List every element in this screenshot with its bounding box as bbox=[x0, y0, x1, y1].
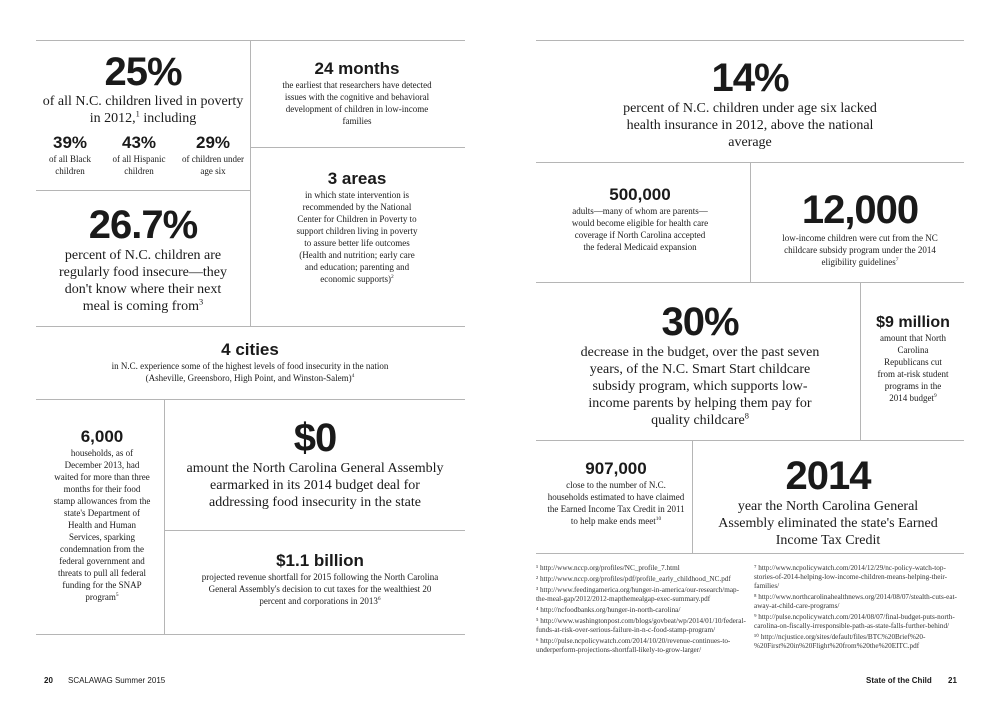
stat-description: amount the North Carolina General Assembly earmarked in its 2014 budget deal for addressing food insecurity in the state bbox=[186, 461, 444, 510]
divider bbox=[36, 634, 465, 635]
divider bbox=[536, 282, 964, 283]
divider bbox=[36, 399, 465, 400]
stat-value: $0 bbox=[293, 416, 337, 460]
stat-description: year the North Carolina General Assembly eliminated the state's Earned Income Tax Credit bbox=[718, 499, 938, 548]
divider bbox=[536, 440, 964, 441]
stat-value: 26.7% bbox=[88, 203, 198, 247]
substat-hispanic bbox=[106, 134, 172, 177]
divider bbox=[164, 399, 165, 634]
stat-3-areas bbox=[292, 170, 422, 285]
stat-12000-children bbox=[770, 190, 950, 268]
stat-description: of all N.C. children lived in poverty in 2012,$^1$ including bbox=[42, 94, 244, 126]
divider bbox=[692, 440, 693, 553]
stat-9-million bbox=[866, 314, 960, 404]
stat-value: 2014 bbox=[785, 454, 871, 498]
section-title: State of the Child bbox=[866, 676, 932, 685]
stat-description: the earliest that researchers have detected issues with the cognitive and behavioral development of children in low-income families bbox=[282, 79, 432, 126]
stat-6000-households bbox=[42, 428, 162, 603]
stat-description: households, as of December 2013, had waited for more than three months for their food stamp allowances from the state's Department of Health and Human Services, sparking condemnation from the federal government and threats to pull all federal funding for the SNAP program$^5$ bbox=[53, 447, 151, 602]
page-number-left: 20 bbox=[44, 676, 53, 685]
stat-description: low-income children were cut from the NC childcare subsidy program under the 2014 eligibility guidelines$^7$ bbox=[782, 233, 938, 267]
substat-under-six bbox=[180, 134, 246, 177]
stat-value: $1.1 billion bbox=[276, 551, 364, 570]
stat-uninsured bbox=[600, 58, 900, 151]
footnote: ² http://www.nccp.org/profiles/pdf/profile_early_childhood_NC.pdf bbox=[536, 575, 731, 583]
divider bbox=[536, 40, 964, 41]
stat-description: in N.C. experience some of the highest levels of food insecurity in the nation (Asheville, Greensboro, High Point, and Winston-Salem)$^4$ bbox=[111, 360, 389, 383]
stat-description: adults—many of whom are parents—would become eligible for health care coverage if North Carolina accepted the federal Medicaid expansion bbox=[571, 205, 709, 252]
stat-value: 29% bbox=[195, 133, 231, 152]
stat-500000-adults bbox=[570, 186, 710, 253]
stat-description: of all Black children bbox=[49, 153, 91, 176]
stat-value: $9 million bbox=[876, 314, 950, 331]
stat-value: 24 months bbox=[314, 59, 400, 78]
stat-value: 4 cities bbox=[221, 340, 279, 359]
stat-description: close to the number of N.C. households estimated to have claimed the Earned Income Tax Credit in 2011 to help make ends meet$^{10}$ bbox=[547, 479, 685, 526]
stat-value: 43% bbox=[121, 133, 157, 152]
footnote: ⁵ http://www.washingtonpost.com/blogs/govbeat/wp/2014/01/10/federal-funds-at-risk-over-serious-failure-in-n-c-food-stamp-program/ bbox=[536, 617, 746, 634]
stat-4-cities bbox=[100, 341, 400, 384]
footnote: ¹⁰ http://ncjustice.org/sites/default/files/BTC%20Brief%20-%20First%20in%20Flight%20from%20the%20EITC.pdf bbox=[754, 633, 926, 650]
footnote: ⁸ http://www.northcarolinahealthnews.org/2014/08/07/stealth-cuts-eat-away-at-child-care-programs/ bbox=[754, 593, 957, 610]
divider bbox=[164, 530, 465, 531]
stat-value: 39% bbox=[52, 133, 88, 152]
page-number-right: 21 bbox=[948, 676, 957, 685]
stat-zero-dollars bbox=[180, 418, 450, 511]
stat-value: 6,000 bbox=[80, 427, 124, 446]
stat-description: amount that North Carolina Republicans cut from at-risk student programs in the 2014 budget$^9$ bbox=[877, 332, 949, 403]
divider bbox=[36, 190, 250, 191]
stat-value: 3 areas bbox=[327, 169, 387, 188]
stat-value: 14% bbox=[711, 56, 789, 100]
stat-revenue-shortfall bbox=[200, 552, 440, 607]
stat-value: 30% bbox=[661, 300, 739, 344]
stat-food-insecure bbox=[36, 205, 250, 315]
stat-value: 25% bbox=[104, 50, 182, 94]
footnote: ⁷ http://www.ncpolicywatch.com/2014/12/29/nc-policy-watch-top-stories-of-2014-helping-low-income-children-means-helping-their-families/ bbox=[754, 564, 948, 590]
footnote: ⁹ http://pulse.ncpolicywatch.com/2014/08/07/final-budget-puts-north-carolina-on-fiscally-irresponsible-path-as-state-falls-further-behind/ bbox=[754, 613, 955, 630]
stat-value: 500,000 bbox=[609, 185, 671, 204]
stat-description: of children under age six bbox=[182, 153, 244, 176]
footnote: ⁴ http://ncfoodbanks.org/hunger-in-north-carolina/ bbox=[536, 606, 681, 614]
divider bbox=[250, 147, 465, 148]
stat-child-poverty bbox=[36, 52, 250, 127]
stat-907000-households bbox=[546, 460, 686, 527]
footnote: ¹ http://www.nccp.org/profiles/NC_profile_7.html bbox=[536, 564, 680, 572]
stat-description: percent of N.C. children under age six lacked health insurance in 2012, above the national average bbox=[623, 101, 877, 150]
divider bbox=[750, 162, 751, 282]
stat-value: 12,000 bbox=[801, 188, 919, 232]
stat-value: 907,000 bbox=[585, 459, 647, 478]
stat-description: of all Hispanic children bbox=[112, 153, 166, 176]
footnotes-right bbox=[754, 564, 964, 653]
stat-eitc-2014 bbox=[700, 456, 956, 549]
stat-24-months bbox=[282, 60, 432, 127]
stat-description: decrease in the budget, over the past seven years, of the N.C. Smart Start childcare subsidy program, which supports low-income parents by helping them pay for quality childcare$^8$ bbox=[580, 345, 820, 428]
divider bbox=[250, 40, 251, 326]
stat-smart-start-cut bbox=[578, 302, 822, 429]
footnote: ³ http://www.feedingamerica.org/hunger-in-america/our-research/map-the-meal-gap/2012/2012-mapthemealgap-exec-summary.pdf bbox=[536, 586, 740, 603]
publication-name: SCALAWAG Summer 2015 bbox=[68, 676, 166, 685]
divider bbox=[36, 326, 465, 327]
footnote: ⁶ http://pulse.ncpolicywatch.com/2014/10/20/revenue-continues-to-underperform-projections-shortfall-likely-to-grow-larger/ bbox=[536, 637, 731, 654]
footnotes-left bbox=[536, 564, 746, 657]
divider bbox=[860, 282, 861, 440]
stat-description: in which state intervention is recommended by the National Center for Children in Poverty to support children living in poverty to assure better life outcomes (Health and nutrition; early care and education; parenting and economic supports)$^2$ bbox=[296, 189, 418, 284]
divider bbox=[536, 553, 964, 554]
stat-description: percent of N.C. children are regularly food insecure—they don't know where their next meal is coming from$^3$ bbox=[59, 248, 227, 314]
substat-black bbox=[38, 134, 102, 177]
stat-description: projected revenue shortfall for 2015 following the North Carolina General Assembly's decision to cut taxes for the wealthiest 20 percent and corporations in 2013$^6$ bbox=[201, 571, 439, 606]
